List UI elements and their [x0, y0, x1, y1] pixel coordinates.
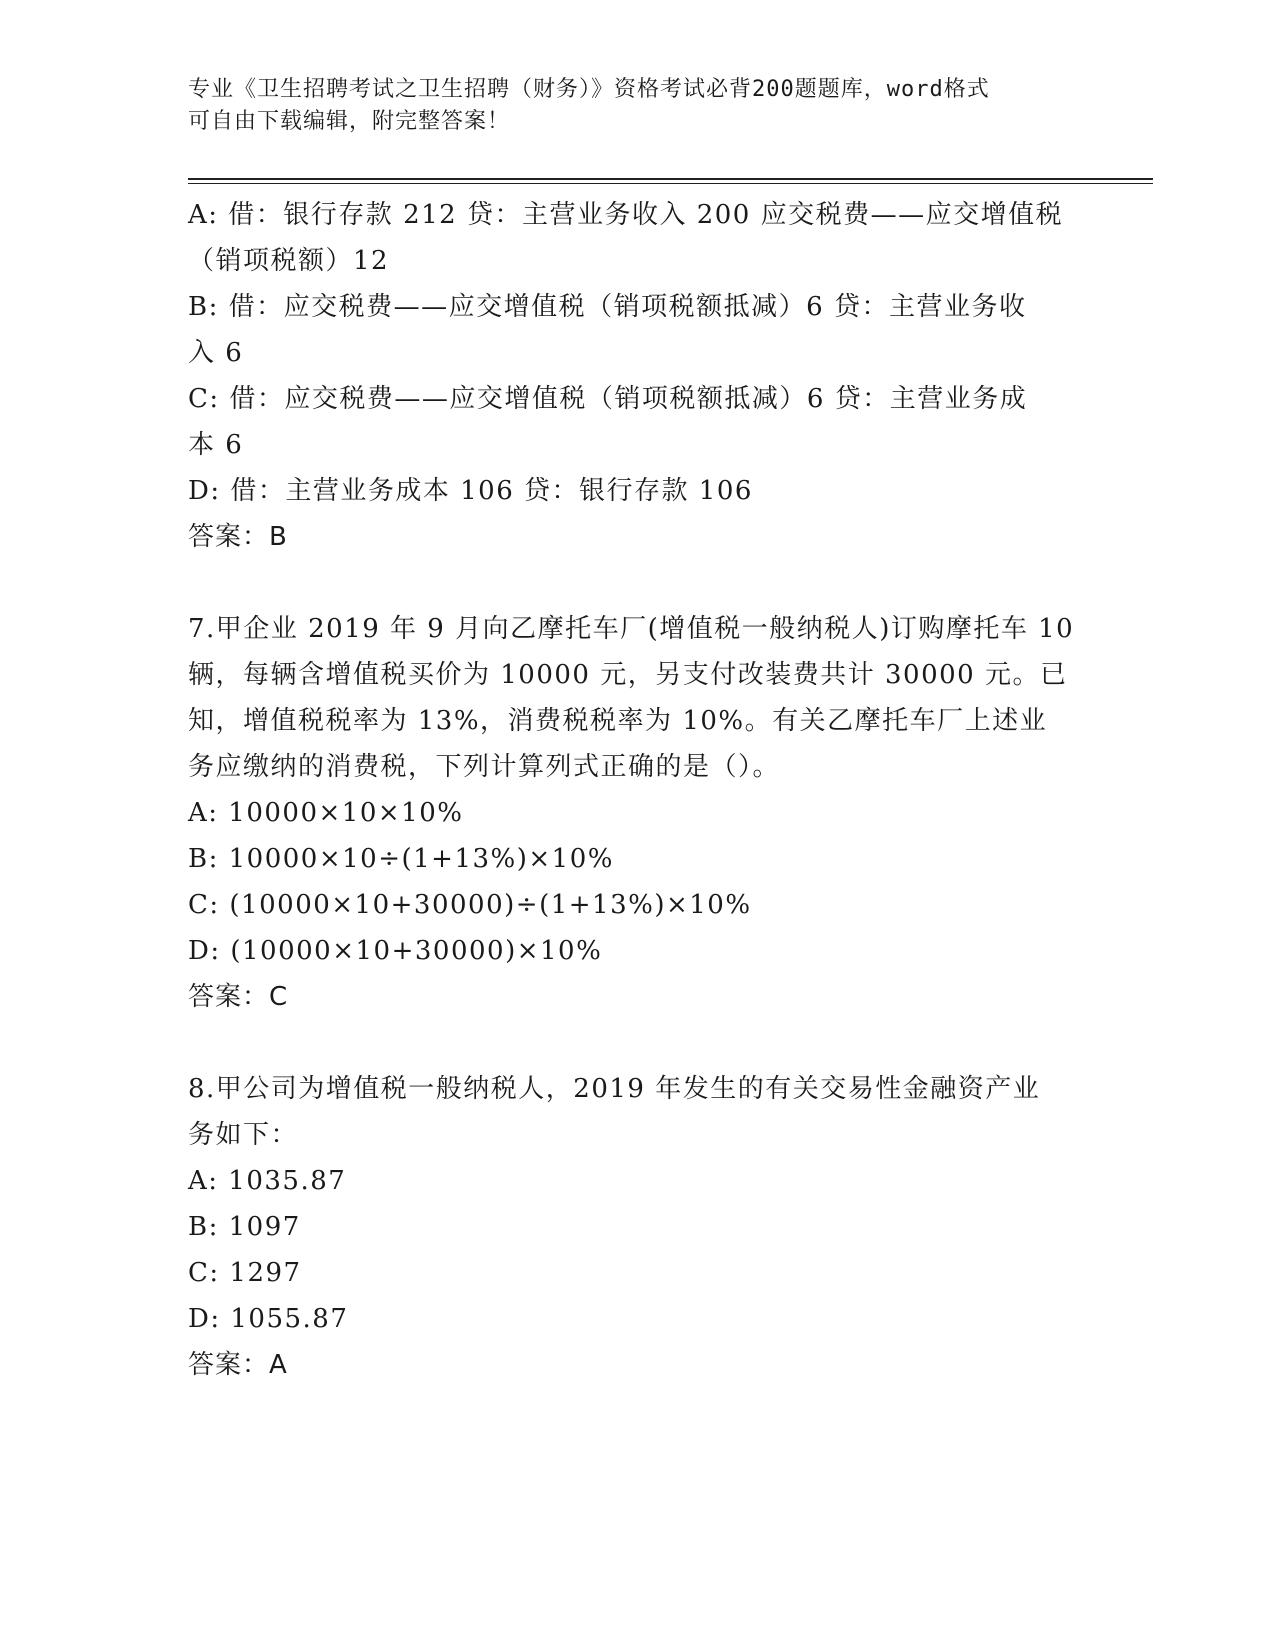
q8-stem-line-1: 8.甲公司为增值税一般纳税人，2019 年发生的有关交易性金融资产业 [188, 1074, 1041, 1104]
header-divider-thick [188, 178, 1153, 180]
q6-answer: 答案：B [188, 522, 288, 552]
q7-option-b: B: 10000×10÷(1+13%)×10% [188, 844, 614, 874]
spacer [188, 1020, 1088, 1066]
q7-stem-line-3: 知，增值税税率为 13%，消费税税率为 10%。有关乙摩托车厂上述业 [188, 706, 1048, 736]
q8-option-a: A: 1035.87 [188, 1166, 347, 1196]
q8-answer: 答案：A [188, 1350, 288, 1380]
q7-stem-line-4: 务应缴纳的消费税，下列计算列式正确的是（）。 [188, 752, 781, 782]
q8-option-d: D: 1055.87 [188, 1304, 349, 1334]
q7-answer: 答案：C [188, 982, 289, 1012]
q6-option-b-line-1: B: 借：应交税费——应交增值税（销项税额抵减）6 贷：主营业务收 [188, 292, 1027, 322]
question-content [188, 192, 1088, 1388]
q6-option-a-line-2: （销项税额）12 [188, 246, 390, 276]
q6-option-b-line-2: 入 6 [188, 338, 244, 368]
header-divider-thin [188, 183, 1153, 184]
question-6-block [188, 192, 1088, 560]
question-8-block [188, 1066, 1088, 1388]
q8-stem-line-2: 务如下： [188, 1120, 299, 1150]
question-7-block [188, 606, 1088, 1020]
q7-option-a: A: 10000×10×10% [188, 798, 464, 828]
q7-option-d: D: (10000×10+30000)×10% [188, 936, 603, 966]
document-header [188, 74, 1088, 138]
header-title-line-2: 可自由下载编辑，附完整答案！ [188, 109, 511, 134]
header-title-line-1: 专业《卫生招聘考试之卫生招聘（财务）》资格考试必背200题题库，word格式 [188, 77, 990, 102]
q7-stem-line-1: 7.甲企业 2019 年 9 月向乙摩托车厂(增值税一般纳税人)订购摩托车 10 [188, 614, 1075, 644]
q7-option-c: C: (10000×10+30000)÷(1+13%)×10% [188, 890, 752, 920]
q6-option-c-line-1: C: 借：应交税费——应交增值税（销项税额抵减）6 贷：主营业务成 [188, 384, 1028, 414]
spacer [188, 560, 1088, 606]
q6-option-a-line-1: A: 借：银行存款 212 贷：主营业务收入 200 应交税费——应交增值税 [188, 200, 1064, 230]
q6-option-d: D: 借：主营业务成本 106 贷：银行存款 106 [188, 476, 753, 506]
q6-option-c-line-2: 本 6 [188, 430, 244, 460]
q7-stem-line-2: 辆，每辆含增值税买价为 10000 元，另支付改装费共计 30000 元。已 [188, 660, 1068, 690]
q8-option-c: C: 1297 [188, 1258, 302, 1288]
q8-option-b: B: 1097 [188, 1212, 301, 1242]
